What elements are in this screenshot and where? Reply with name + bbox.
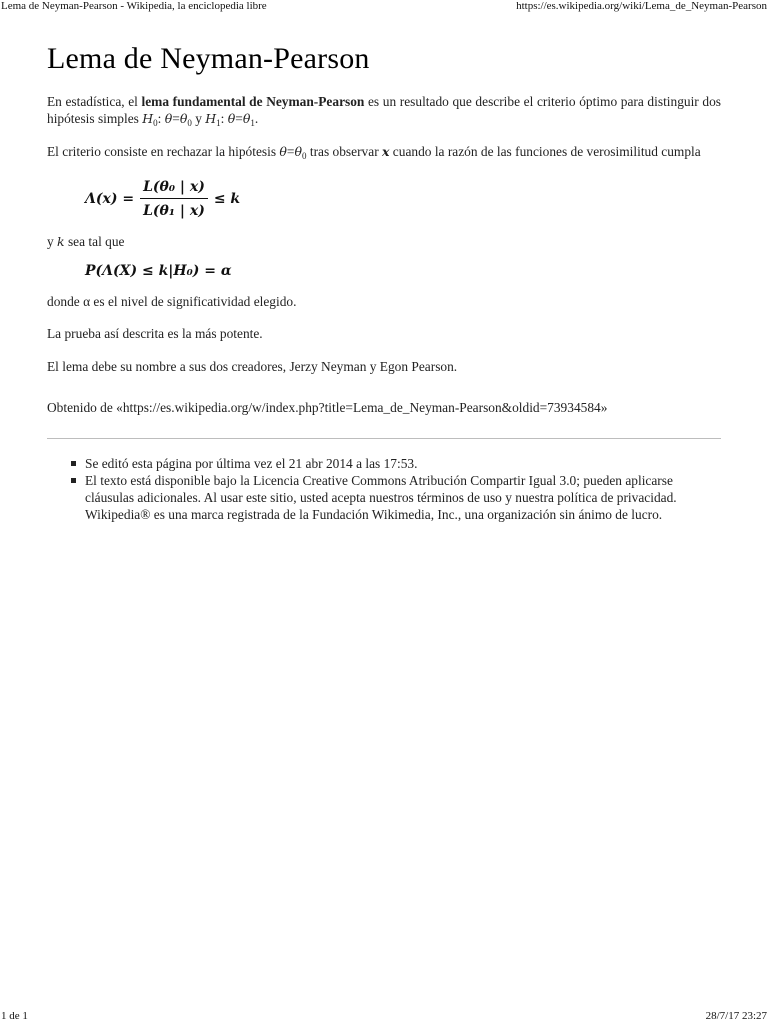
h0-symbol: H	[142, 111, 154, 126]
print-timestamp: 28/7/17 23:27	[705, 1010, 767, 1022]
fraction-denominator: L(θ₁ | x)	[143, 203, 205, 219]
h0-subscript: 0	[153, 118, 158, 128]
fraction-numerator: L(θ₀ | x)	[143, 179, 205, 195]
significance-equation: P(Λ(X) ≤ k|H₀) = α	[85, 263, 232, 279]
intro-end: .	[254, 111, 259, 126]
footer-item-trademark: Wikipedia® es una marca registrada de la Fundación Wikimedia, Inc., una organización sin ánimo de lucro.	[85, 507, 663, 522]
intro-paragraph	[47, 93, 721, 127]
k-paragraph	[47, 233, 721, 250]
criterion-text-middle: tras observar	[306, 144, 382, 159]
bullet-icon	[71, 461, 76, 466]
print-header-title: Lema de Neyman-Pearson - Wikipedia, la enciclopedia libre	[1, 0, 267, 12]
print-header-url: https://es.wikipedia.org/wiki/Lema_de_Neyman-Pearson	[516, 0, 767, 12]
authors-paragraph: El lema debe su nombre a sus dos creadores, Jerzy Neyman y Egon Pearson.	[47, 359, 458, 374]
footer-item-last-edited	[71, 455, 691, 472]
k-text-end: sea tal que	[64, 234, 125, 249]
criterion-equals: =	[286, 144, 295, 159]
k-symbol: k	[57, 234, 65, 249]
print-footer	[0, 1010, 768, 1024]
criterion-theta-value: θ	[294, 144, 303, 159]
footer-info-list	[47, 455, 691, 523]
criterion-x: x	[382, 144, 390, 159]
intro-bold-term: lema fundamental de Neyman-Pearson	[141, 94, 365, 109]
equation-rhs: ≤ k	[213, 191, 241, 207]
significance-paragraph: donde α es el nivel de significatividad elegido.	[47, 294, 297, 309]
criterion-paragraph	[47, 143, 721, 160]
h1-theta: θ	[227, 111, 236, 126]
h0-theta-value: θ	[179, 111, 188, 126]
retrieved-from: Obtenido de «https://es.wikipedia.org/w/index.php?title=Lema_de_Neyman-Pearson&oldid=73934584»	[47, 400, 608, 415]
footer-item-license	[71, 472, 691, 523]
power-paragraph: La prueba así descrita es la más potente.	[47, 326, 263, 341]
h1-separator: :	[220, 111, 228, 126]
criterion-theta-subscript: 0	[302, 151, 307, 161]
h0-theta: θ	[164, 111, 173, 126]
criterion-text-end: cuando la razón de las funciones de verosimilitud cumpla	[389, 144, 701, 159]
criterion-text-start: El criterio consiste en rechazar la hipótesis	[47, 144, 280, 159]
footer-item-text: Se editó esta página por última vez el 21 abr 2014 a las 17:53.	[85, 456, 418, 471]
bullet-icon	[71, 478, 76, 483]
print-page-number: 1 de 1	[1, 1010, 28, 1022]
h0-equals: =	[172, 111, 180, 126]
equation-lhs: Λ(x) =	[85, 191, 135, 207]
h1-theta-value: θ	[242, 111, 251, 126]
criterion-theta: θ	[279, 144, 287, 159]
h1-symbol: H	[205, 111, 217, 126]
likelihood-ratio-equation	[85, 174, 721, 224]
footer-divider	[47, 438, 721, 439]
intro-text-start: En estadística, el	[47, 94, 142, 109]
hypothesis-conjunction: y	[191, 111, 206, 126]
intro-text-middle: es un resultado que describe el criterio óptimo para distinguir dos hipótesis simples	[47, 94, 721, 126]
h1-subscript: 1	[216, 118, 221, 128]
h1-theta-subscript: 1	[250, 118, 255, 128]
k-text-start: y	[47, 234, 58, 249]
likelihood-fraction	[140, 178, 208, 220]
footer-item-text: El texto está disponible bajo la Licencia Creative Commons Atribución Compartir Igual 3.0; pueden aplicarse cláusulas adicionales. Al usar este sitio, usted acepta nuestros términos de uso y nuestra política de privacidad.	[85, 473, 677, 505]
page-title: Lema de Neyman-Pearson	[47, 42, 370, 75]
print-header	[0, 0, 768, 14]
article-content	[47, 40, 721, 523]
h1-equals: =	[235, 111, 243, 126]
h0-theta-subscript: 0	[187, 118, 192, 128]
h0-separator: :	[157, 111, 165, 126]
